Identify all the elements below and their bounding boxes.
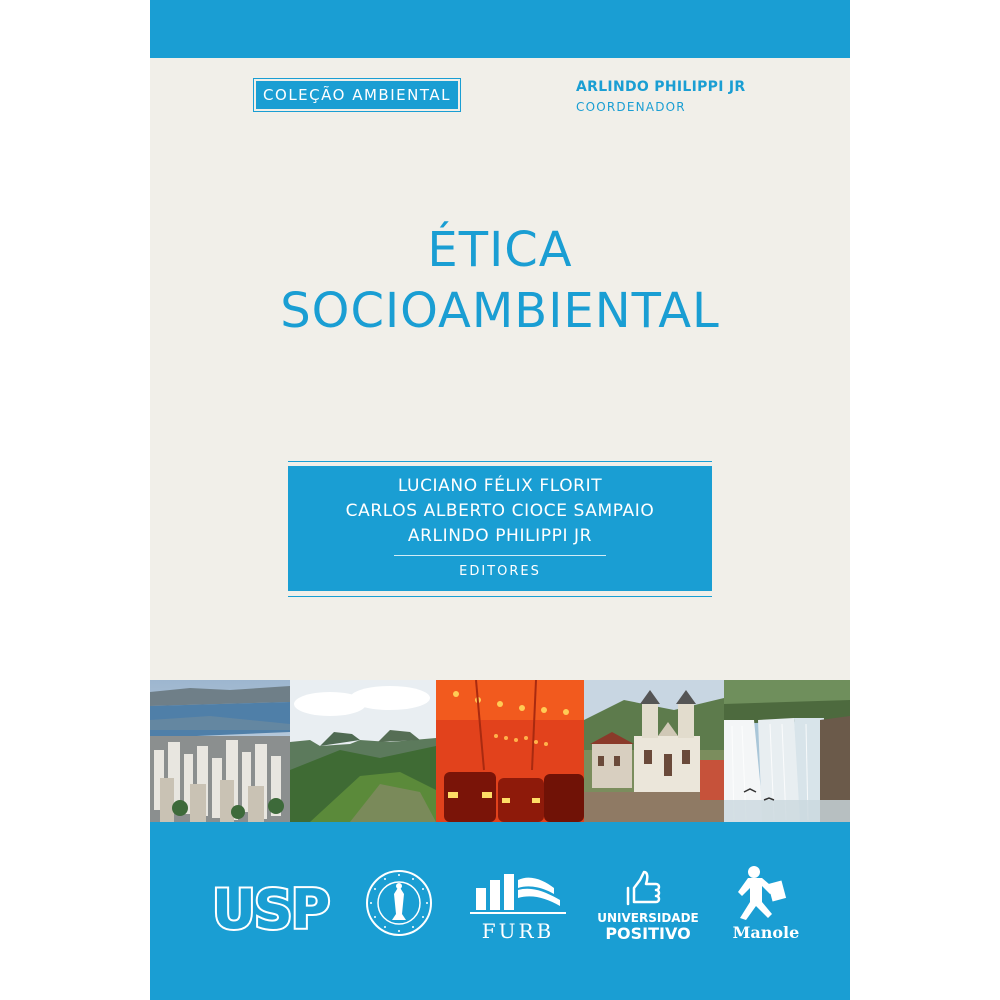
- book-cover: [150, 0, 850, 1000]
- colonial-church-photo: [584, 680, 724, 822]
- red-traffic-photo: [436, 680, 584, 822]
- manole-logo: [732, 862, 800, 946]
- editor-name-3: ARLINDO PHILIPPI JR: [407, 526, 593, 546]
- fsp-seal-logo: [364, 868, 434, 942]
- editors-box: [288, 466, 712, 591]
- editor-name-2: CARLOS ALBERTO CIOCE SAMPAIO: [345, 501, 655, 521]
- editors-bottom-rule: [288, 596, 712, 597]
- bottom-color-band: [150, 822, 850, 1000]
- waterfall-photo: [724, 680, 850, 822]
- usp-logo: [212, 880, 332, 940]
- coordinator-role: COORDENADOR: [576, 100, 686, 114]
- city-coastline-photo: [150, 680, 290, 822]
- top-color-band: [150, 0, 850, 58]
- svg-text:FURB: FURB: [481, 919, 555, 942]
- svg-text:POSITIVO: POSITIVO: [605, 924, 691, 942]
- book-title-line2: SOCIOAMBIENTAL: [280, 283, 720, 339]
- editors-divider: [394, 555, 606, 556]
- svg-text:USP: USP: [212, 880, 329, 936]
- collection-badge: [253, 78, 461, 112]
- svg-text:UNIVERSIDADE: UNIVERSIDADE: [598, 911, 698, 925]
- editor-name-1: LUCIANO FÉLIX FLORIT: [397, 476, 603, 496]
- book-title-line1: ÉTICA: [427, 222, 573, 278]
- svg-text:Manole: Manole: [732, 923, 800, 942]
- photo-strip: [150, 680, 850, 822]
- furb-logo: [466, 870, 570, 946]
- green-plateau-photo: [290, 680, 436, 822]
- editors-label: EDITORES: [459, 564, 541, 579]
- universidade-positivo-logo: [598, 866, 698, 946]
- editors-top-rule: [288, 461, 712, 462]
- coordinator-name: ARLINDO PHILIPPI JR: [576, 79, 746, 95]
- collection-label: COLEÇÃO AMBIENTAL: [256, 81, 458, 109]
